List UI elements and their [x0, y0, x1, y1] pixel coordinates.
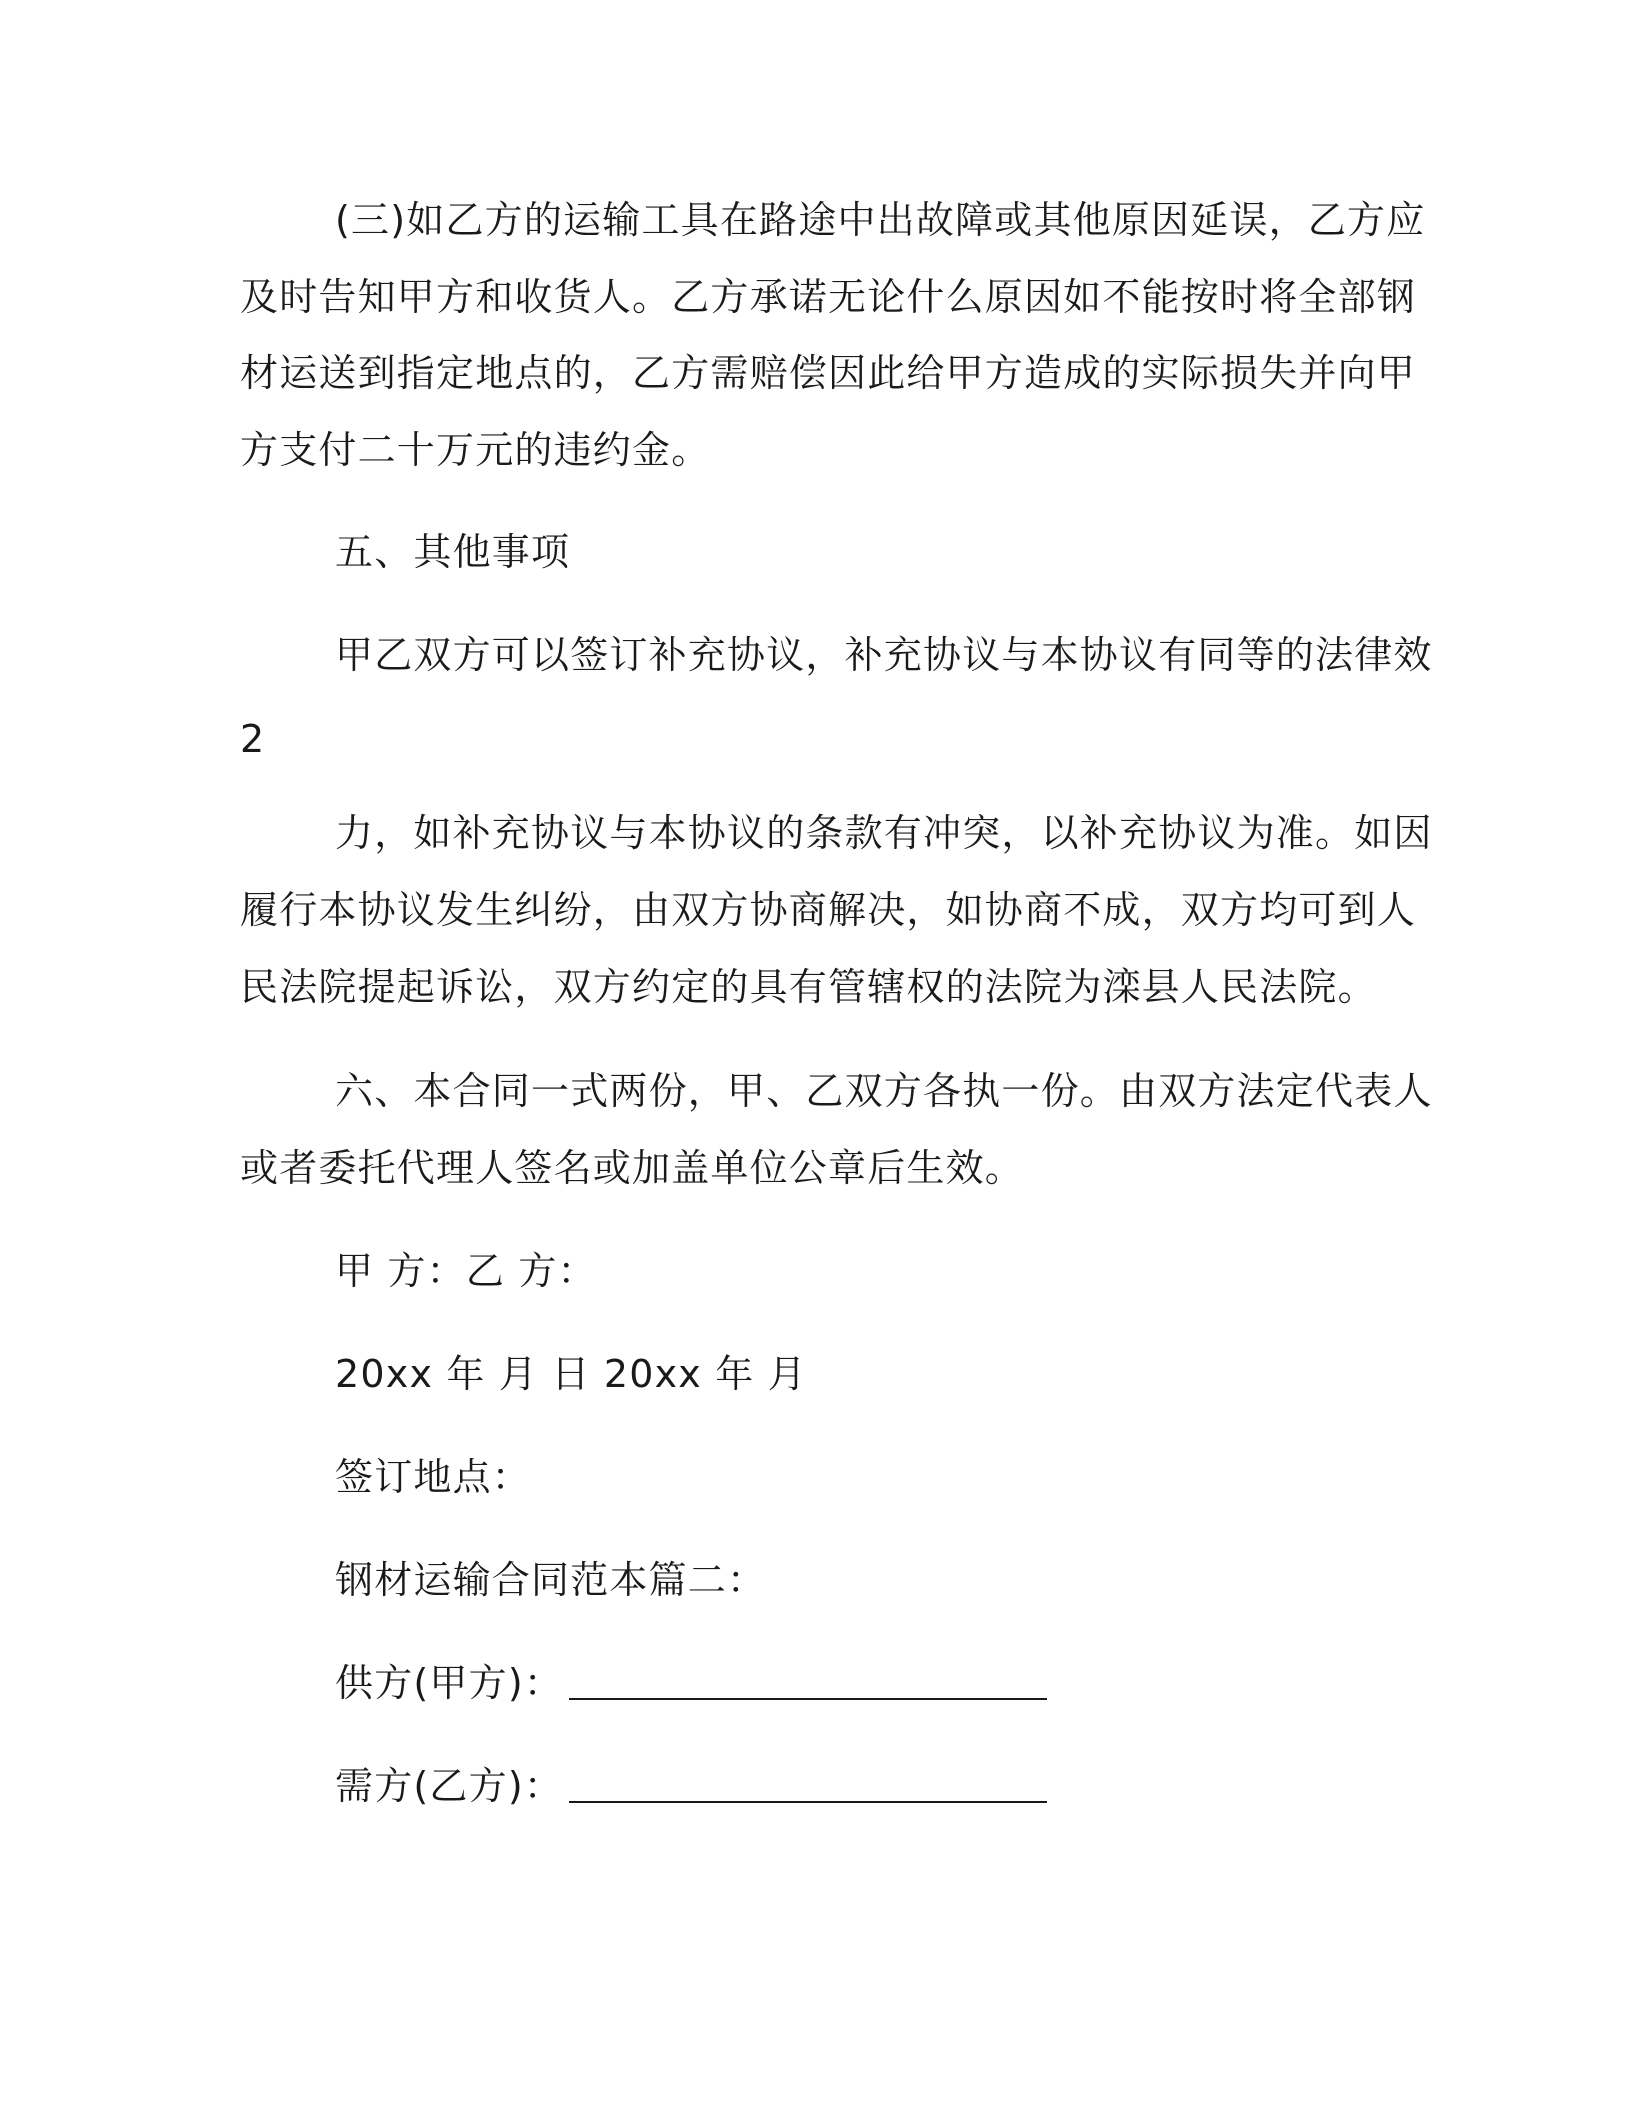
date-line: 20xx 年 月 日 20xx 年 月 — [335, 1352, 807, 1396]
supplier-blank-line — [569, 1664, 1047, 1700]
section3-line-2: 及时告知甲方和收货人。乙方承诺无论什么原因如不能按时将全部钢 — [240, 275, 1417, 319]
section5-cont-line-2: 履行本协议发生纠纷，由双方协商解决，如协商不成，双方均可到人 — [240, 888, 1417, 932]
section3-line-1: (三)如乙方的运输工具在路途中出故障或其他原因延误，乙方应 — [335, 198, 1426, 242]
buyer-blank-line — [569, 1767, 1047, 1803]
section5-heading: 五、其他事项 — [335, 530, 571, 574]
buyer-row — [335, 1761, 1047, 1811]
page-number: 2 — [240, 717, 266, 761]
template-title: 钢材运输合同范本篇二： — [335, 1558, 767, 1602]
signing-place: 签订地点： — [335, 1455, 532, 1499]
section5-cont-line-3: 民法院提起诉讼，双方约定的具有管辖权的法院为滦县人民法院。 — [240, 965, 1377, 1009]
parties-line: 甲 方：乙 方： — [335, 1249, 597, 1293]
section5-cont-line-1: 力，如补充协议与本协议的条款有冲突，以补充协议为准。如因 — [335, 811, 1433, 855]
section5-line-1: 甲乙双方可以签订补充协议，补充协议与本协议有同等的法律效 — [335, 633, 1433, 677]
section6-line-2: 或者委托代理人签名或加盖单位公章后生效。 — [240, 1146, 1025, 1190]
section3-line-3: 材运送到指定地点的，乙方需赔偿因此给甲方造成的实际损失并向甲 — [240, 351, 1417, 395]
supplier-row — [335, 1658, 1047, 1708]
section3-line-4: 方支付二十万元的违约金。 — [240, 428, 711, 472]
supplier-label: 供方(甲方)： — [335, 1661, 564, 1705]
buyer-label: 需方(乙方)： — [335, 1764, 564, 1808]
section6-line-1: 六、本合同一式两份，甲、乙双方各执一份。由双方法定代表人 — [335, 1069, 1433, 1113]
